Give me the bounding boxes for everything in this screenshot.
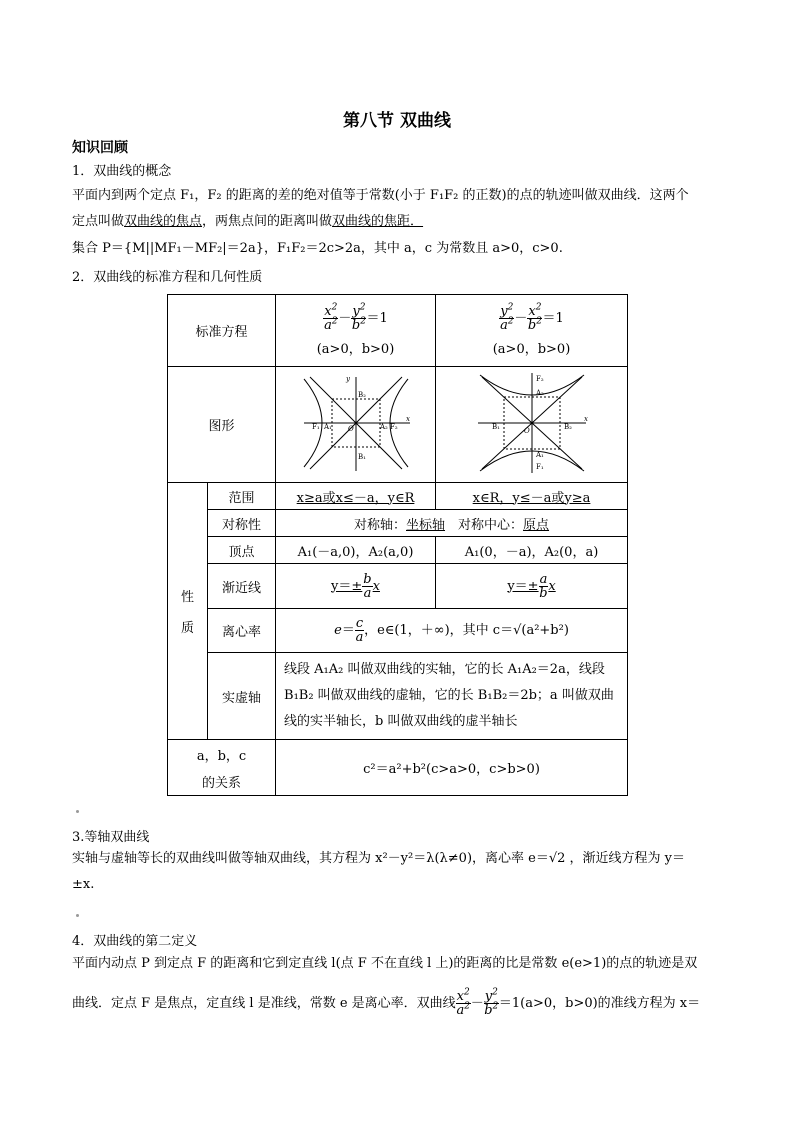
cell-relation: c²＝a²+b²(c>a>0，c>b>0) [276,740,628,796]
cell-asymptote-label: 渐近线 [208,564,276,609]
svg-text:B₂: B₂ [563,422,572,431]
heading-1: 1．双曲线的概念 [72,164,172,179]
svg-text:B₁: B₁ [357,452,366,461]
page-title: 第八节 双曲线 [343,111,451,131]
cell-symmetry: 对称轴：坐标轴 对称中心：原点 [276,510,628,537]
paragraph-3b: ±x. [72,877,95,892]
cell-eccentricity-label: 离心率 [208,609,276,653]
cell-range1: x≥a或x≤－a，y∈R [276,483,436,510]
svg-text:x: x [405,414,410,423]
cell-graph-label: 图形 [168,367,276,483]
svg-text:F₂: F₂ [389,422,398,431]
cell-range2: x∈R，y≤－a或y≥a [436,483,628,510]
paragraph-4b: 曲线．定点 F 是焦点，定直线 l 是准线，常数 e 是离心率．双曲线 $\frac{x^2}{a^2}$ － $\frac{y^2}{b^2}$ ＝1(a>0，b>0)的准线方程为 x＝ [72,987,701,1018]
svg-text:F₁: F₁ [311,422,320,431]
paragraph-4a: 平面内动点 P 到定点 F 的距离和它到定直线 l(点 F 不在直线 l 上)的距离的比是常数 e(e>1)的点的轨迹是双 [72,956,698,971]
cell-eccentricity: e＝ $\frac{c}{a}$ ，e∈(1，＋∞)，其中 c＝√(a²+b²) [276,609,628,653]
section-heading: 知识回顾 [72,140,128,156]
cell-graph2 [436,367,628,483]
svg-text:A₁: A₁ [535,450,544,459]
cell-range-label: 范围 [208,483,276,510]
svg-text:A₂: A₂ [379,422,388,431]
cell-asymptote1: y＝± $\frac{b}{a}$ x [276,564,436,609]
cell-vertex2: A₁(0，－a)，A₂(0，a) [436,537,628,564]
svg-text:A₁: A₁ [323,422,332,431]
hyperbola-horizontal-graph [296,371,416,475]
cell-properties: 性 质 [168,483,208,740]
cell-axis: 线段 A₁A₂ 叫做双曲线的实轴，它的长 A₁A₂＝2a，线段 B₁B₂ 叫做双曲线的虚轴，它的长 B₁B₂＝2b；a 叫做双曲线的实半轴长，b 叫做双曲线的虚半轴长 [276,653,628,740]
properties-table [167,294,628,796]
cell-axis-label: 实虚轴 [208,653,276,740]
svg-text:x: x [583,414,588,423]
cell-eq1: $\frac{x^2}{a^2}$ － $\frac{y^2}{b^2}$ ＝1 (a>0，b>0) [276,295,436,367]
heading-2: 2．双曲线的标准方程和几何性质 [72,270,263,285]
cell-graph1 [276,367,436,483]
cell-symmetry-label: 对称性 [208,510,276,537]
paragraph-1b: 定点叫做双曲线的焦点，两焦点间的距离叫做双曲线的焦距． [72,214,424,229]
svg-text:F₁: F₁ [535,462,544,471]
heading-3: 3.等轴双曲线 [72,830,150,845]
cell-asymptote2: y＝± $\frac{a}{b}$ x [436,564,628,609]
svg-text:O: O [347,424,354,433]
cell-relation-label: a，b，c 的关系 [168,740,276,796]
svg-text:y: y [345,374,350,383]
svg-text:B₂: B₂ [357,390,366,399]
svg-text:A₂: A₂ [535,388,544,397]
svg-text:B₁: B₁ [491,422,500,431]
cell-eq2: $\frac{y^2}{a^2}$ － $\frac{x^2}{b^2}$ ＝1 (a>0，b>0) [436,295,628,367]
paragraph-1c: 集合 P＝{M||MF₁－MF₂|＝2a}，F₁F₂＝2c>2a，其中 a，c 为常数且 a>0，c>0. [72,241,563,256]
marker-dot [76,914,79,917]
svg-text:F₂: F₂ [535,374,544,383]
svg-text:O: O [523,426,530,435]
marker-dot [76,810,79,813]
cell-standard-equation: 标准方程 [168,295,276,367]
hyperbola-vertical-graph [472,371,592,475]
heading-4: 4．双曲线的第二定义 [72,934,198,949]
paragraph-1a: 平面内到两个定点 F₁，F₂ 的距离的差的绝对值等于常数(小于 F₁F₂ 的正数)的点的轨迹叫做双曲线．这两个 [72,188,689,203]
paragraph-3a: 实轴与虚轴等长的双曲线叫做等轴双曲线，其方程为 x²－y²＝λ(λ≠0)，离心率 e＝√2 ，渐近线方程为 y＝ [72,851,686,866]
cell-vertex-label: 顶点 [208,537,276,564]
cell-vertex1: A₁(－a,0)，A₂(a,0) [276,537,436,564]
